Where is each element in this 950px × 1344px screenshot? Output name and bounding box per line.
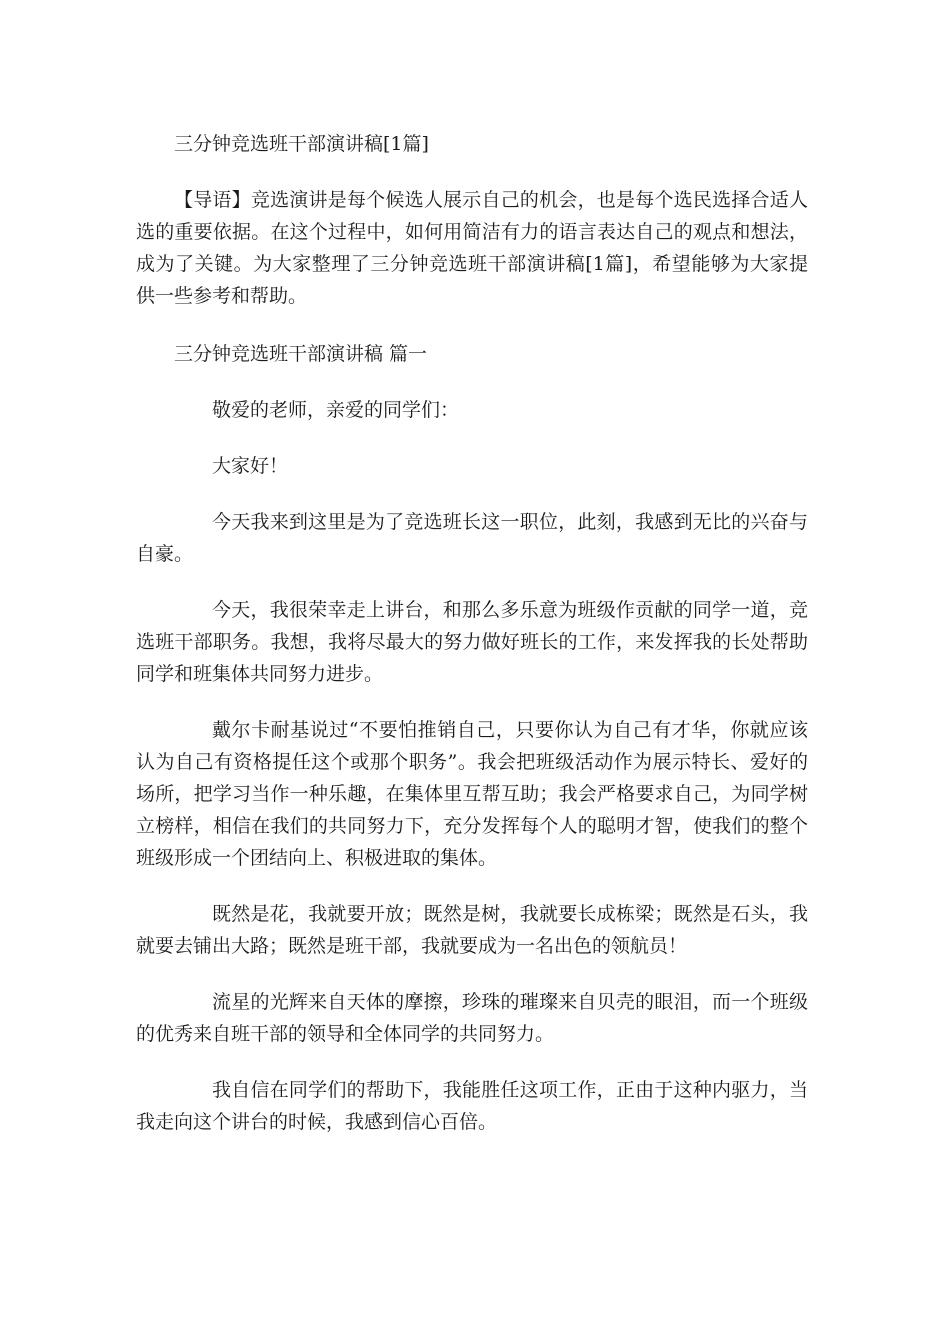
body-paragraph: 今天我来到这里是为了竞选班长这一职位，此刻，我感到无比的兴奋与自豪。 — [136, 511, 808, 565]
body-paragraph: 今天，我很荣幸走上讲台，和那么多乐意为班级作贡献的同学一道，竞选班干部职务。我想，我将尽最大的努力做好班长的工作，来发挥我的长处帮助同学和班集体共同努力进步。 — [136, 599, 808, 685]
salutation: 敬爱的老师，亲爱的同学们： — [212, 399, 460, 421]
greeting: 大家好！ — [212, 455, 289, 477]
document-title: 三分钟竞选班干部演讲稿[1篇] — [174, 133, 429, 155]
intro-text: 竞选演讲是每个候选人展示自己的机会，也是每个选民选择合适人选的重要依据。在这个过程中，如何用简洁有力的语言表达自己的观点和想法，成为了关键。为大家整理了三分钟竞选班干部演讲稿[1篇]，希望能够为大家提供一些参考和帮助。 — [136, 189, 808, 307]
body-paragraph: 我自信在同学们的帮助下，我能胜任这项工作，正由于这种内驱力，当我走向这个讲台的时候，我感到信心百倍。 — [136, 1079, 808, 1133]
intro-lead: 【导语】 — [174, 189, 251, 211]
intro-paragraph — [136, 184, 808, 312]
section-title: 三分钟竞选班干部演讲稿 篇一 — [174, 343, 428, 365]
body-paragraph: 流星的光辉来自天体的摩擦，珍珠的璀璨来自贝壳的眼泪，而一个班级的优秀来自班干部的领导和全体同学的共同努力。 — [136, 991, 808, 1045]
document-body — [136, 128, 808, 1162]
body-paragraph: 既然是花，我就要开放；既然是树，我就要长成栋梁；既然是石头，我就要去铺出大路；既然是班干部，我就要成为一名出色的领航员！ — [136, 903, 808, 957]
body-paragraph: 戴尔卡耐基说过“不要怕推销自己，只要你认为自己有才华，你就应该认为自己有资格提任这个或那个职务”。我会把班级活动作为展示特长、爱好的场所，把学习当作一种乐趣，在集体里互帮互助；我会严格要求自己，为同学树立榜样，相信在我们的共同努力下，充分发挥每个人的聪明才智，使我们的整个班级形成一个团结向上、积极进取的集体。 — [136, 719, 808, 869]
